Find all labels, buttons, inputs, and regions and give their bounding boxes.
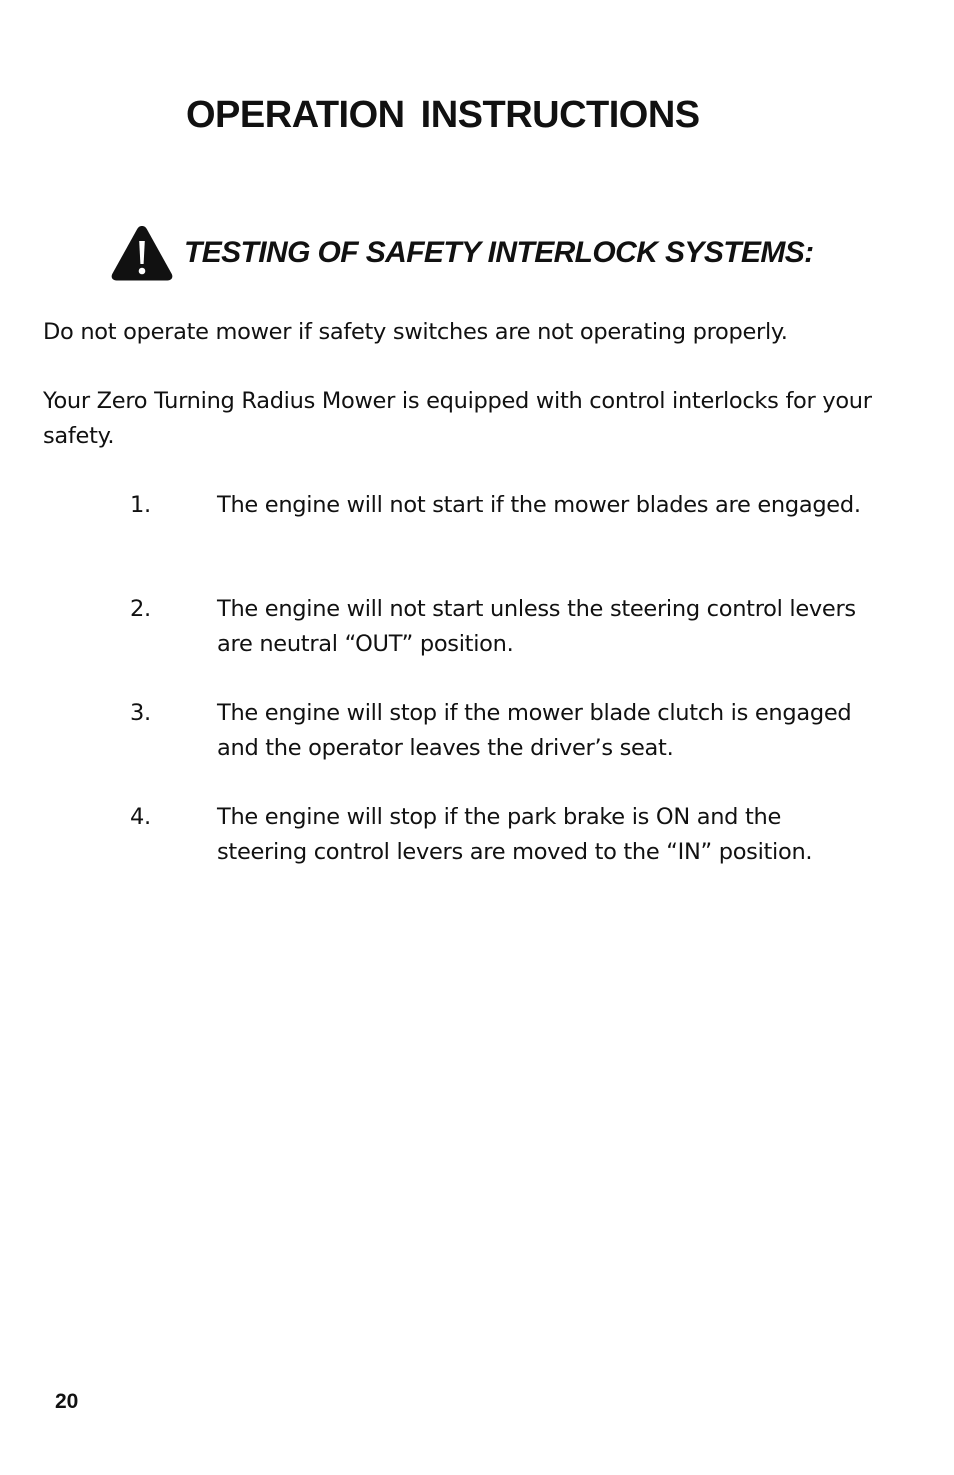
- list-item-number: 3.: [130, 700, 151, 726]
- section-heading: [110, 222, 814, 284]
- list-item-number: 1.: [130, 492, 151, 518]
- list-item-text: The engine will not start unless the steering control levers are neutral “OUT” position.: [217, 596, 856, 657]
- list-item-text: The engine will stop if the mower blade clutch is engaged and the operator leaves the driver’s seat.: [217, 700, 852, 761]
- list-item-number: 2.: [130, 596, 151, 622]
- page-number: 20: [55, 1390, 79, 1413]
- intro-paragraph-interlocks: Your Zero Turning Radius Mower is equipped with control interlocks for your safety.: [43, 388, 872, 449]
- list-item-number: 4.: [130, 804, 151, 830]
- warning-triangle-icon: [110, 223, 174, 283]
- page-title: OPERATION INSTRUCTIONS: [186, 94, 700, 136]
- list-item-text: The engine will not start if the mower blades are engaged.: [217, 492, 861, 518]
- section-title: TESTING OF SAFETY INTERLOCK SYSTEMS:: [184, 236, 814, 269]
- intro-paragraph-warning: Do not operate mower if safety switches are not operating properly.: [43, 319, 788, 345]
- list-item-text: The engine will stop if the park brake is ON and the steering control levers are moved to the “IN” position.: [217, 804, 813, 865]
